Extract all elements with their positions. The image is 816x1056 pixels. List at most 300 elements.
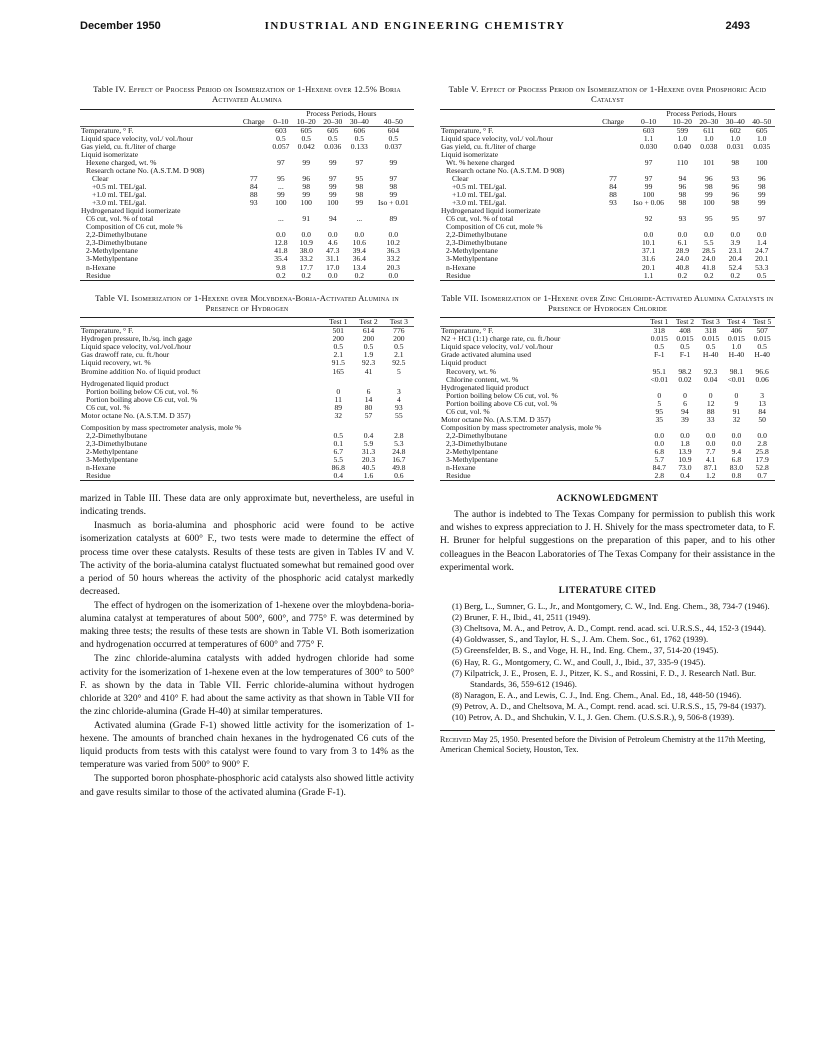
table-cell: 88 — [249, 190, 258, 200]
reference-list — [440, 601, 775, 724]
table-cell: 0.0 — [654, 430, 664, 440]
table-cell: 2.1 — [333, 350, 343, 360]
table-cell — [598, 126, 628, 135]
table-cell: 99 — [277, 190, 285, 200]
table-cell: 0.5 — [354, 133, 365, 143]
table-cell: 10.2 — [386, 238, 400, 248]
table-cell: 41 — [364, 366, 373, 376]
table-vi-title — [80, 293, 414, 314]
row-label: Liquid space velocity, vol./ vol./hour — [441, 133, 553, 143]
table-cell: 88 — [609, 190, 617, 200]
table-cell: 92.3 — [361, 358, 376, 368]
table-v-caption: Effect of Process Period on Isomerization of 1-Hexene over Phosphoric Acid Catalyst — [480, 84, 767, 105]
table-cell: 95.1 — [652, 366, 666, 376]
table-cell: 53.3 — [755, 262, 769, 272]
table-cell: 1.0 — [756, 133, 767, 143]
table-cell: 603 — [642, 125, 655, 135]
table-cell: 0.5 — [756, 270, 767, 280]
table-iv-caption: Effect of Process Period on Isomerization of 1-Hexene over 12.5% Boria Activated Alumina — [128, 84, 401, 105]
table-cell: 24.0 — [702, 254, 716, 264]
row-label: Liquid space velocity, vol./ vol./hour — [441, 342, 553, 352]
row-label: Composition of C6 cut, mole % — [446, 222, 543, 232]
row-label: Residue — [446, 471, 471, 481]
literature-heading: LITERATURE CITED — [558, 584, 657, 595]
table-cell: 0.4 — [363, 430, 374, 440]
column-header: 40–50 — [373, 118, 414, 127]
table-cell: 100 — [642, 190, 655, 200]
column-header: Test 3 — [384, 318, 414, 327]
table-cell: 10.9 — [678, 455, 692, 465]
table-cell: 408 — [679, 326, 691, 336]
table-cell: 0.5 — [363, 342, 374, 352]
table-cell: 92 — [644, 214, 653, 224]
table-cell: 99 — [328, 157, 337, 167]
table-cell: 84 — [609, 182, 617, 192]
table-cell: 0.5 — [333, 430, 343, 440]
row-label: Grade activated alumina used — [441, 350, 532, 360]
column-header: Test 3 — [698, 318, 724, 327]
row-label: n-Hexane — [446, 262, 476, 272]
row-label: 2,2-Dimethylbutane — [446, 230, 507, 240]
row-label: Portion boiling below C6 cut, vol. % — [446, 390, 558, 400]
row-label: n-Hexane — [86, 463, 116, 473]
table-cell — [598, 207, 628, 215]
table-cell: 165 — [332, 366, 344, 376]
table-cell: 84.7 — [652, 463, 666, 473]
table-v-body — [440, 126, 775, 280]
table-cell: 77 — [249, 174, 258, 183]
table-cell: 6.8 — [731, 455, 742, 465]
reference-item: (4) Goldwasser, S., and Taylor, H. S., J. Am. Chem. Soc., 61, 1762 (1939). — [452, 634, 709, 645]
table-cell: 0.015 — [753, 334, 771, 344]
table-iv-body — [80, 126, 414, 280]
table-cell: 0.057 — [272, 141, 290, 151]
table-cell: 5.3 — [394, 438, 404, 448]
table-cell: 13.9 — [678, 446, 692, 456]
table-cell: 1.1 — [643, 270, 654, 280]
table-cell: 17.7 — [299, 262, 313, 272]
table-cell: 0.0 — [756, 230, 767, 240]
table-cell — [239, 135, 269, 143]
table-cell: 98.1 — [729, 366, 744, 376]
table-cell: 0.2 — [354, 270, 365, 280]
table-cell: 99 — [757, 198, 766, 208]
table-cell: 35.4 — [274, 254, 288, 264]
table-cell — [598, 143, 628, 151]
table-cell: 41.8 — [274, 246, 288, 256]
body-text — [80, 493, 414, 800]
reference-item: (8) Naragon, E. A., and Lewis, C. J., Ind. Eng. Chem., Anal. Ed., 18, 448-50 (1946). — [452, 690, 742, 701]
row-label: 2-Methylpentane — [446, 446, 498, 456]
row-label: C6 cut, vol. % — [446, 406, 490, 416]
column-header: 30–40 — [346, 118, 373, 127]
table-cell: 606 — [353, 125, 366, 135]
row-label: 2,3-Dimethylbutane — [86, 238, 147, 248]
table-cell — [239, 272, 269, 281]
row-label: Bromine addition No. of liquid product — [81, 366, 201, 376]
row-label: Chlorine content, wt. % — [446, 374, 519, 384]
table-cell: 0.02 — [678, 374, 692, 384]
table-cell: 0.5 — [333, 342, 343, 352]
table-cell: 52.8 — [755, 463, 769, 473]
table-cell: 0.0 — [677, 230, 688, 240]
column-header: Test 2 — [672, 318, 698, 327]
row-label: C6 cut, vol. % of total — [86, 214, 154, 224]
table-cell: 38.0 — [299, 246, 313, 256]
column-header: Test 5 — [749, 318, 775, 327]
table-cell — [239, 151, 269, 159]
table-cell — [598, 264, 628, 272]
row-label: 3-Methylpentane — [86, 454, 138, 464]
row-label: Liquid isomerizate — [441, 149, 499, 159]
row-label: +0.5 ml. TEL/gal. — [92, 182, 147, 192]
reference-item: (1) Berg, L., Sumner, G. L., Jr., and Montgomery, C. W., Ind. Eng. Chem., 38, 734-7 (1946). — [452, 600, 770, 611]
table-cell: 98 — [678, 190, 687, 200]
row-label: Composition of C6 cut, mole % — [86, 222, 183, 232]
table-iv-column-headers — [80, 118, 414, 127]
table-cell: 2.1 — [394, 350, 404, 360]
table-cell: 20.3 — [386, 262, 400, 272]
table-cell: 92.5 — [392, 358, 406, 368]
table-cell: 0.4 — [333, 471, 343, 481]
table-cell: 96 — [731, 190, 740, 200]
table-cell: 406 — [730, 326, 743, 336]
table-cell: 17.9 — [755, 455, 769, 465]
table-cell — [239, 215, 269, 223]
table-cell: 39 — [681, 414, 689, 424]
table-cell: 0.040 — [673, 141, 691, 151]
table-cell: 80 — [364, 402, 373, 412]
table-v-label: Table V. — [448, 84, 479, 94]
table-cell — [598, 215, 628, 223]
row-label: 2-Methylpentane — [86, 446, 138, 456]
table-cell: 97 — [644, 174, 653, 183]
table-cell: 603 — [275, 125, 287, 135]
table-cell — [598, 151, 628, 159]
table-cell: 98.2 — [678, 366, 692, 376]
table-cell — [239, 231, 269, 239]
row-label: Temperature, ° F. — [441, 326, 494, 336]
table-cell: H-40 — [754, 350, 770, 360]
table-cell: 0.5 — [705, 342, 716, 352]
table-cell: 24.7 — [755, 246, 769, 256]
column-header: Test 2 — [353, 318, 383, 327]
table-cell: 13.4 — [352, 262, 366, 272]
table-cell: 5 — [396, 366, 401, 376]
table-cell: 0.0 — [680, 430, 690, 440]
table-cell: 0.0 — [328, 230, 338, 240]
column-header: Charge — [598, 118, 628, 127]
row-label: Research octane No. (A.S.T.M. D 908) — [86, 165, 205, 175]
row-label: 2,3-Dimethylbutane — [446, 438, 507, 448]
table-cell — [239, 223, 269, 231]
table-cell: 99 — [302, 157, 311, 167]
table-cell: <0.01 — [650, 374, 669, 384]
table-row — [440, 464, 775, 472]
table-cell: 20.1 — [641, 262, 656, 272]
table-cell: 49.8 — [392, 463, 406, 473]
table-cell: 0.0 — [705, 430, 716, 440]
table-cell: 10.6 — [352, 238, 366, 248]
row-label: Motor octane No. (A.S.T.M. D 357) — [441, 414, 551, 424]
table-cell: 33.2 — [386, 254, 400, 264]
table-cell: 10.9 — [299, 238, 313, 248]
table-vi — [80, 293, 414, 482]
table-cell: 9.4 — [731, 446, 742, 456]
row-label: +0.5 ml. TEL/gal. — [452, 182, 507, 192]
table-v-grid — [440, 109, 775, 281]
table-cell: 101 — [703, 157, 715, 167]
table-cell: 55 — [395, 410, 403, 420]
table-cell: 40.8 — [675, 262, 690, 272]
table-cell: 318 — [653, 326, 665, 336]
table-cell: 0.0 — [328, 270, 338, 280]
row-label: 2,3-Dimethylbutane — [446, 238, 507, 248]
table-cell: 0.0 — [388, 230, 399, 240]
table-cell: 98 — [731, 198, 740, 208]
table-cell: 614 — [362, 326, 375, 336]
table-cell: 100 — [327, 198, 339, 208]
row-label: Temperature, ° F. — [441, 125, 494, 135]
table-cell: 98 — [355, 182, 364, 192]
row-label: 3-Methylpentane — [86, 254, 138, 264]
table-row — [80, 376, 414, 388]
table-row — [440, 255, 775, 263]
table-cell — [598, 247, 628, 255]
table-cell: 0.5 — [388, 133, 399, 143]
left-column — [80, 84, 414, 801]
table-vi-caption: Isomerization of 1-Hexene over Molybdena-Boria-Activated Alumina in Presence of Hydrogen — [131, 292, 399, 313]
table-cell: 0 — [683, 390, 687, 400]
table-cell: 0.2 — [276, 270, 286, 280]
row-label: 3-Methylpentane — [446, 455, 498, 465]
table-cell: 3.9 — [730, 238, 741, 248]
table-cell: 92.3 — [704, 366, 718, 376]
row-label: Wt. % hexene charged — [446, 157, 515, 167]
table-cell: H-40 — [702, 350, 719, 360]
column-header: 20–30 — [320, 118, 347, 127]
column-header: Test 4 — [724, 318, 750, 327]
table-cell: 20.4 — [728, 254, 742, 264]
table-cell: 3 — [396, 386, 401, 396]
table-cell: Iso + 0.01 — [377, 198, 409, 208]
row-label: Gas yield, cu. ft./liter of charge — [441, 141, 536, 151]
table-cell: 6 — [366, 386, 371, 396]
table-cell: 47.3 — [326, 246, 340, 256]
table-cell: 2.8 — [757, 438, 767, 448]
row-label: Hydrogenated liquid isomerizate — [441, 206, 541, 216]
table-cell: 97 — [328, 174, 337, 183]
row-label: +3.0 ml. TEL/gal. — [92, 198, 147, 208]
table-row — [440, 456, 775, 464]
body-paragraph: Inasmuch as boria-alumina and phosphoric acid were found to be active isomerization catalysts at 600° F., two tests were made to determine the effect of process time over these catalysts. Results of these tests are given in Tables IV and V. The activity of the boria-alumina catalyst fluctuated somewhat but remained good over a period of 50 hours whereas the activity of the phosphoric acid catalyst markedly decreased. — [80, 521, 414, 597]
table-cell: 1.8 — [680, 438, 690, 448]
table-cell: 6.7 — [333, 446, 343, 456]
table-cell: 97 — [355, 157, 364, 167]
row-label: 2-Methylpentane — [86, 246, 138, 256]
table-cell: 0.0 — [731, 438, 742, 448]
column-header: 40–50 — [748, 118, 775, 127]
received-text: May 25, 1950. Presented before the Division of Petroleum Chemistry at the 117th Meeting, American Chemical Society, Houston, Tex. — [440, 734, 766, 754]
body-paragraph: Activated alumina (Grade F-1) showed little activity for the isomerization of 1-hexene. The amounts of branched chain hexanes in the hydrogenated C6 cuts of the liquid products from tests with this catalyst were found to vary from 3 to 14% as the temperature was varied from 500° to 900° F. — [80, 720, 414, 771]
table-cell: 0 — [734, 390, 739, 400]
table-cell: 0.5 — [301, 133, 311, 143]
table-cell: 100 — [300, 198, 312, 208]
table-iv-title — [80, 84, 414, 105]
row-label: n-Hexane — [86, 262, 116, 272]
row-label: C6 cut, vol. % — [86, 402, 130, 412]
row-label: Portion boiling above C6 cut, vol. % — [86, 394, 198, 404]
table-cell: F-1 — [679, 350, 691, 360]
table-cell: 100 — [275, 198, 287, 208]
table-cell: 0.015 — [650, 334, 668, 344]
table-cell: 0.5 — [757, 342, 767, 352]
table-cell: 50 — [758, 414, 766, 424]
table-cell: 0.042 — [297, 141, 315, 151]
column-header: 0–10 — [269, 118, 293, 127]
row-label: Clear — [452, 174, 469, 183]
table-vi-label: Table VI. — [95, 292, 130, 303]
table-cell: 0.0 — [757, 430, 767, 440]
table-cell: 0 — [708, 390, 713, 400]
table-cell: 36.3 — [386, 246, 400, 256]
table-cell: 4 — [396, 394, 401, 404]
table-cell: 0.06 — [755, 374, 769, 384]
table-cell — [239, 239, 269, 247]
table-cell: 0.2 — [301, 270, 311, 280]
row-label: +1.0 ml. TEL/gal. — [92, 190, 147, 200]
table-cell: 16.7 — [392, 454, 406, 464]
table-cell: 0.015 — [702, 334, 720, 344]
table-cell: 95 — [655, 406, 664, 416]
table-cell: 11 — [334, 394, 342, 404]
row-label: Liquid space velocity, vol./vol./hour — [81, 342, 192, 352]
table-cell: 93 — [609, 198, 617, 208]
table-cell: 4.6 — [328, 238, 338, 248]
table-cell: 0.1 — [333, 438, 343, 448]
table-cell: 97 — [644, 157, 653, 167]
table-cell: 89 — [389, 214, 398, 224]
row-label: +3.0 ml. TEL/gal. — [452, 198, 507, 208]
table-cell: ... — [278, 214, 284, 224]
table-cell: 99 — [328, 190, 337, 200]
table-cell: 99 — [355, 198, 364, 208]
row-label: Motor octane No. (A.S.T.M. D 357) — [81, 410, 191, 420]
row-label: Liquid recovery, wt. % — [81, 358, 151, 368]
table-cell: 2.8 — [654, 471, 664, 481]
journal-title: INDUSTRIAL AND ENGINEERING CHEMISTRY — [264, 20, 566, 32]
table-cell: 0.035 — [753, 141, 771, 151]
table-cell: 0.2 — [704, 270, 714, 280]
table-cell: 0.0 — [354, 230, 365, 240]
table-cell: 1.6 — [363, 471, 374, 481]
table-cell: 6.1 — [677, 238, 688, 248]
table-cell — [598, 272, 628, 281]
table-cell: 14 — [364, 394, 373, 404]
table-cell: 23.1 — [728, 246, 742, 256]
row-label: Portion boiling above C6 cut, vol. % — [446, 398, 558, 408]
table-cell: 98 — [757, 182, 766, 192]
table-cell: 24.0 — [675, 254, 690, 264]
table-cell: 96 — [757, 174, 766, 183]
row-label: Temperature, ° F. — [81, 326, 134, 336]
column-header: 10–20 — [293, 118, 320, 127]
table-row — [440, 351, 775, 359]
table-cell: 7.7 — [705, 446, 716, 456]
table-cell: 86.8 — [331, 463, 345, 473]
table-cell: 0.038 — [700, 141, 718, 151]
table-cell: 91.5 — [331, 358, 345, 368]
table-cell: 0.015 — [727, 334, 745, 344]
row-label: Hydrogenated liquid product — [81, 378, 169, 388]
table-cell: 93 — [731, 174, 740, 183]
table-cell: 0.5 — [276, 133, 286, 143]
table-vii-caption: Isomerization of 1-Hexene over Zinc Chloride-Activated Alumina Catalysts in Presence of Hydrogen Chloride — [481, 292, 774, 313]
row-label: Liquid product — [441, 358, 487, 368]
table-cell: 0.04 — [704, 374, 718, 384]
table-cell: 91 — [732, 406, 741, 416]
table-cell: 0.4 — [680, 471, 690, 481]
table-cell: 96 — [302, 174, 311, 183]
row-label: Residue — [446, 270, 471, 280]
table-cell: 31.1 — [326, 254, 340, 264]
table-cell: 6 — [683, 398, 687, 408]
table-cell: 0.5 — [394, 342, 404, 352]
table-cell: 73.0 — [678, 463, 692, 473]
table-cell: 200 — [362, 334, 375, 344]
table-cell: 93 — [395, 402, 403, 412]
table-cell: F-1 — [653, 350, 665, 360]
table-cell: 1.4 — [756, 238, 767, 248]
table-cell: 0.133 — [350, 141, 368, 151]
table-cell: 99 — [705, 190, 713, 200]
table-cell: 0.037 — [384, 141, 402, 151]
table-iv-label: Table IV. — [93, 84, 127, 94]
column-header: 30–40 — [722, 118, 748, 127]
row-label: Liquid space velocity, vol./ vol./hour — [81, 133, 193, 143]
table-cell: 0 — [336, 386, 341, 396]
table-cell: 98 — [355, 190, 364, 200]
table-row — [80, 368, 414, 376]
table-cell: 99 — [644, 182, 653, 192]
table-cell: 602 — [729, 125, 741, 135]
table-cell: 0.6 — [394, 471, 404, 481]
table-cell: 96 — [705, 174, 713, 183]
table-cell: 17.0 — [326, 262, 340, 272]
table-cell: H-40 — [728, 350, 745, 360]
body-paragraph: The zinc chloride-alumina catalysts with added hydrogen chloride had some activity for the isomerization of 1-hexene even at the low temperatures of 300° to 500° F. as shown by the data in Table VII. Ferric chloride-alumina without hydrogen chloride at 320° and 410° F. had about the same activity as that shown in Table VII for the zinc chloride-alumina (Grade H-40) at similar temperatures. — [80, 654, 414, 717]
table-v — [440, 84, 775, 281]
column-header: Test 1 — [323, 318, 353, 327]
table-cell: 0.8 — [731, 471, 742, 481]
table-cell: 89 — [334, 402, 343, 412]
row-label: 3-Methylpentane — [446, 254, 498, 264]
table-cell: 1.1 — [643, 133, 654, 143]
row-label: Portion boiling below C6 cut, vol. % — [86, 386, 198, 396]
table-cell: 5.5 — [704, 238, 714, 248]
reference-item: (2) Bruner, F. H., Ibid., 41, 2511 (1949). — [452, 611, 591, 622]
table-cell: 605 — [327, 125, 339, 135]
row-label: 2,3-Dimethylbutane — [86, 438, 147, 448]
row-label-header — [80, 118, 239, 127]
table-cell: 28.9 — [675, 246, 690, 256]
table-cell: 0.030 — [640, 141, 658, 151]
table-cell: 52.4 — [728, 262, 742, 272]
body-paragraph: The effect of hydrogen on the isomerization of 1-hexene over the mloybdena-boria-alumina catalyst at temperatures of about 500°, 600°, and 775° F. was determined by making three tests; the results of these tests are shown in Table VI. Both isomerization and hydrogenation occurred at temperatures of 600° and 775° F. — [80, 601, 414, 651]
row-label-header — [440, 118, 598, 127]
table-cell: 99 — [757, 190, 766, 200]
table-cell: 98 — [678, 198, 687, 208]
